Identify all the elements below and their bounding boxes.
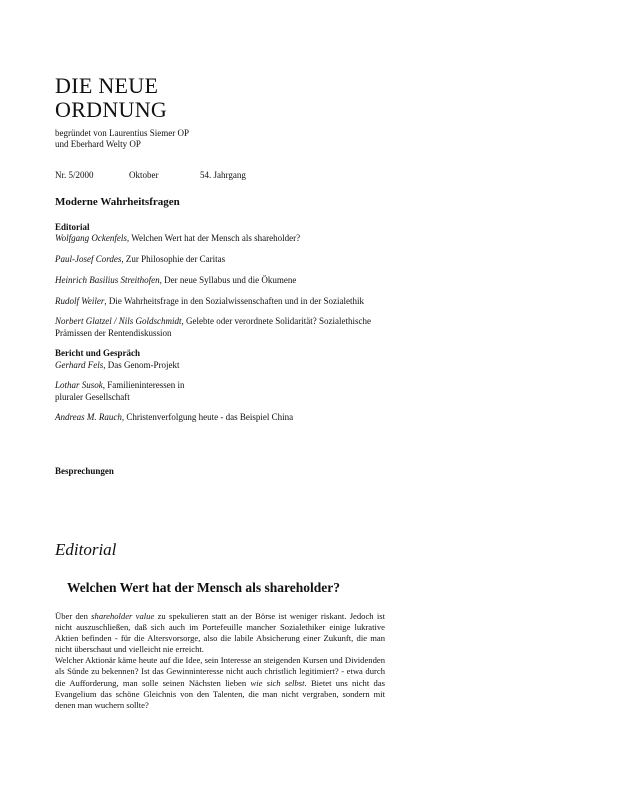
toc-entry-title: , Familieninteressen in pluraler Gesellschaft (55, 380, 185, 402)
toc-entry-title: , Das Genom-Projekt (103, 359, 180, 370)
journal-title-line-1: DIE NEUE (55, 73, 159, 98)
toc-entry-author: Rudolf Weiler (55, 295, 105, 306)
article-paragraph (55, 655, 385, 710)
toc-entry (55, 380, 205, 402)
paragraph-text: Welcher Aktionär käme heute auf die Idee, sein Interesse an steigenden Kursen und Dividenden als Sünde zu bekennen? Ist das Gewinninteresse nicht auch christlich legitimiert? - etwa durch die Aufforderung, man solle seinen Nächsten lieben (55, 655, 385, 688)
founders-line-2: und Eberhard Welty OP (55, 139, 141, 149)
toc-entry-author: Norbert Glatzel / Nils Goldschmidt (55, 316, 182, 327)
toc-entry-author: Andreas M. Rauch (55, 412, 122, 423)
toc-entry-title: , Die Wahrheitsfrage in den Sozialwissenschaften und in der Sozialethik (104, 295, 364, 306)
toc-entry-author: Wolfgang Ockenfels, (55, 233, 130, 244)
toc-entry-title: Welchen Wert hat der Mensch als shareholder? (129, 233, 301, 244)
toc-entry-author: Paul-Josef Cordes (55, 254, 122, 264)
issue-theme-title: Moderne Wahrheitsfragen (55, 196, 180, 208)
toc-entry-title: , Zur Philosophie der Caritas (121, 254, 226, 264)
founders-line-1: begründet von Laurentius Siemer OP (55, 128, 189, 138)
issue-month: Oktober (129, 170, 159, 180)
toc-entry-author: Gerhard Fels (55, 359, 104, 370)
issue-number: Nr. 5/2000 (55, 170, 94, 180)
journal-title-line-2: ORDNUNG (55, 97, 168, 122)
toc-entry (55, 275, 395, 286)
paragraph-emphasis: wie sich selbst (250, 677, 305, 688)
toc-entry-title: , Christenverfolgung heute - das Beispiel China (121, 412, 294, 423)
toc-entry (55, 412, 395, 423)
toc-section-report: Bericht und Gespräch (55, 348, 141, 359)
toc-entry-author: Lothar Susok (55, 380, 103, 391)
toc-entry (55, 316, 395, 338)
toc-entry (55, 254, 395, 265)
toc-entry-title: , Der neue Syllabus und die Ökumene (159, 274, 297, 285)
issue-volume: 54. Jahrgang (200, 170, 246, 180)
journal-title (55, 74, 167, 122)
toc-section-editorial: Editorial (55, 222, 90, 232)
editorial-heading: Editorial (55, 540, 117, 559)
article-body (55, 611, 385, 711)
table-of-contents (55, 222, 395, 433)
founders-note (55, 128, 189, 150)
article-title: Welchen Wert hat der Mensch als shareholder? (67, 580, 340, 595)
toc-entry (55, 233, 395, 244)
toc-entry (55, 296, 395, 307)
paragraph-text: . Bietet uns nicht das Evangelium das schöne Gleichnis von den Talenten, die man nicht vergraben, sondern mit denen man wuchern sollte? (55, 677, 385, 710)
toc-section-reviews: Besprechungen (55, 466, 114, 476)
paragraph-emphasis: shareholder value (91, 611, 155, 621)
paragraph-text: zu spekulieren statt an der Börse ist weniger riskant. Jedoch ist nicht auszuschließen, daß sich auch im Portefeuille mancher Sozialethiker einige lukrative Aktien befinden - für die Altersvorsorge, also die labile Absicherung einer Zukunft, die man nicht überschaut und vielleicht nie erreicht. (55, 611, 385, 655)
toc-entry (55, 360, 395, 371)
article-paragraph (55, 611, 385, 655)
toc-entry-title: , Gelebte oder verordnete Solidarität? Sozialethische Prämissen der Rentendiskussion (55, 316, 371, 338)
toc-entry-author: Heinrich Basilius Streithofen (55, 274, 160, 285)
paragraph-text: Über den (55, 611, 92, 621)
